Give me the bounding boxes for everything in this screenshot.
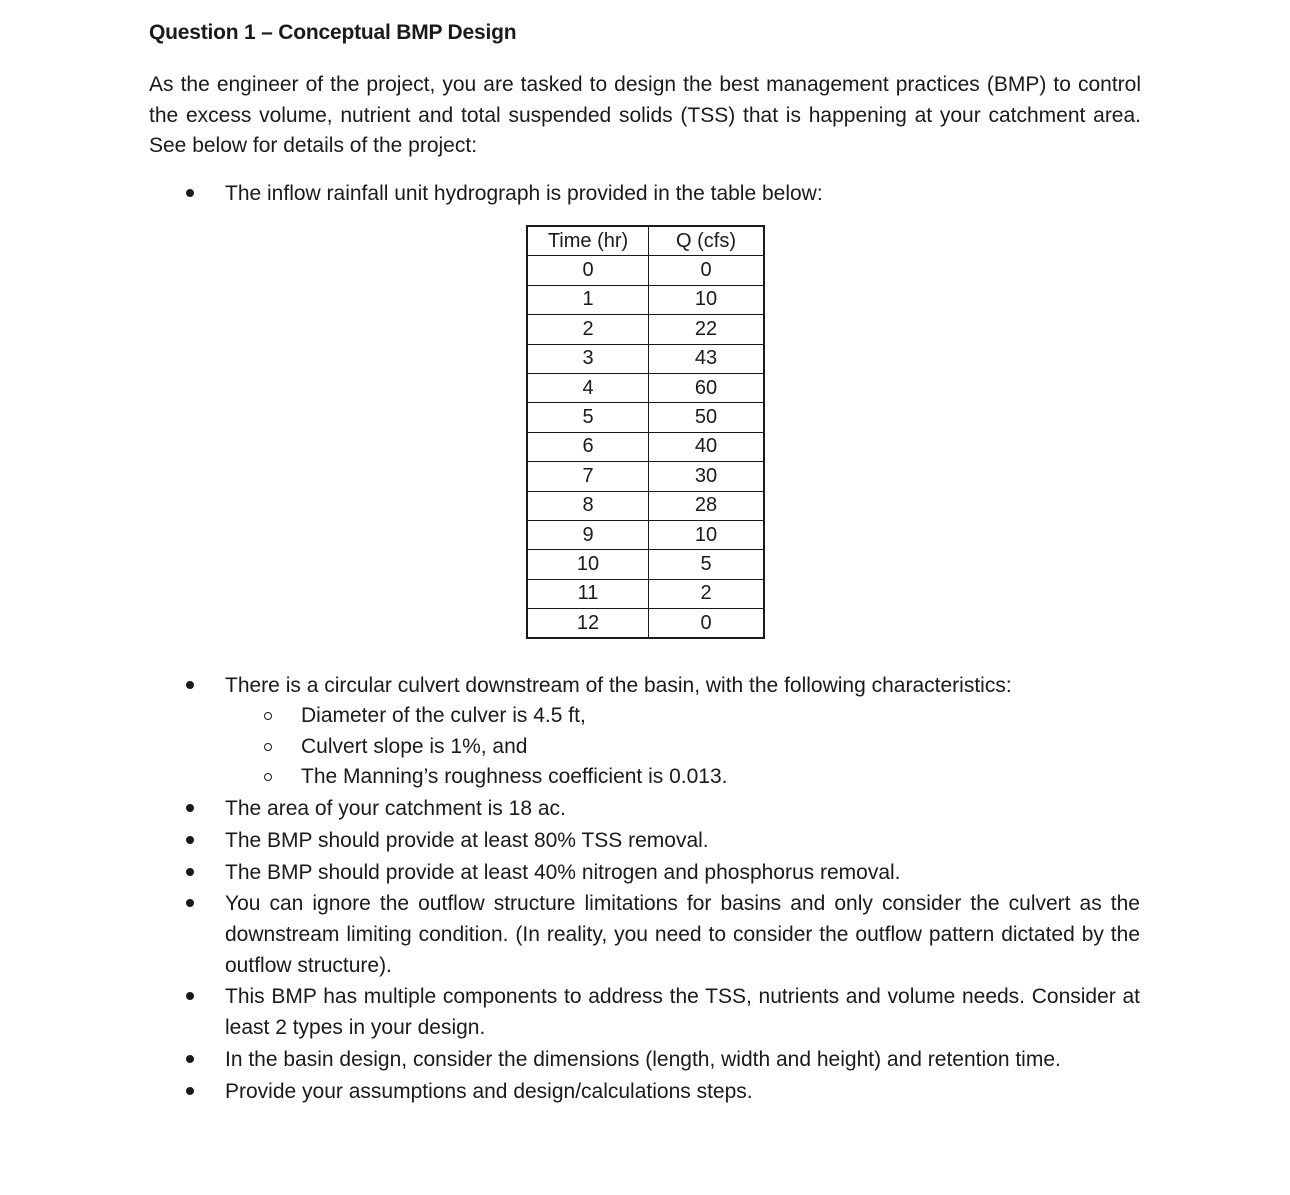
flow-cell: 10 bbox=[649, 520, 765, 549]
bullet-outflow-structure: You can ignore the outflow structure limitations for basins and only consider the culvert as the downstream limiting condition. (In reality, you need to consider the outflow pattern dictated by the outflow structure). bbox=[225, 892, 1140, 977]
column-header-time: Time (hr) bbox=[527, 226, 649, 256]
table-row bbox=[527, 432, 764, 461]
table-row bbox=[527, 579, 764, 608]
bullet-dot bbox=[186, 899, 194, 907]
table-row bbox=[527, 256, 764, 285]
intro-paragraph: As the engineer of the project, you are tasked to design the best management practices (BMP) to control the excess volume, nutrient and total suspended solids (TSS) that is happening at your catchment area. See below for details of the project: bbox=[149, 73, 1141, 157]
table-row bbox=[527, 491, 764, 520]
sub-bullet-circle bbox=[264, 773, 272, 781]
bullet-basin-dimensions: In the basin design, consider the dimensions (length, width and height) and retention time. bbox=[225, 1048, 1061, 1071]
hydrograph-table bbox=[526, 225, 765, 639]
time-cell: 8 bbox=[527, 491, 649, 520]
flow-cell: 30 bbox=[649, 462, 765, 491]
bullet-hydrograph: The inflow rainfall unit hydrograph is provided in the table below: bbox=[225, 182, 823, 205]
bullet-dot bbox=[186, 868, 194, 876]
bullet-catchment-area: The area of your catchment is 18 ac. bbox=[225, 797, 566, 820]
time-cell: 4 bbox=[527, 373, 649, 402]
bullet-dot bbox=[186, 992, 194, 1000]
bullet-dot bbox=[186, 836, 194, 844]
bullet-dot bbox=[186, 681, 194, 689]
flow-cell: 5 bbox=[649, 550, 765, 579]
column-header-flow: Q (cfs) bbox=[649, 226, 765, 256]
bullet-nutrient-removal: The BMP should provide at least 40% nitrogen and phosphorus removal. bbox=[225, 861, 901, 884]
flow-cell: 0 bbox=[649, 609, 765, 639]
culvert-diameter: Diameter of the culver is 4.5 ft, bbox=[301, 704, 586, 727]
sub-bullet-circle bbox=[264, 743, 272, 751]
time-cell: 1 bbox=[527, 285, 649, 314]
flow-cell: 28 bbox=[649, 491, 765, 520]
flow-cell: 60 bbox=[649, 373, 765, 402]
time-cell: 9 bbox=[527, 520, 649, 549]
table-row bbox=[527, 520, 764, 549]
flow-cell: 10 bbox=[649, 285, 765, 314]
table-header-row bbox=[527, 226, 764, 256]
culvert-slope: Culvert slope is 1%, and bbox=[301, 735, 528, 758]
time-cell: 12 bbox=[527, 609, 649, 639]
flow-cell: 0 bbox=[649, 256, 765, 285]
flow-cell: 50 bbox=[649, 403, 765, 432]
bullet-dot bbox=[186, 1055, 194, 1063]
culvert-manning: The Manning’s roughness coefficient is 0.013. bbox=[301, 765, 728, 788]
table-row bbox=[527, 315, 764, 344]
table-row bbox=[527, 344, 764, 373]
time-cell: 3 bbox=[527, 344, 649, 373]
bullet-assumptions: Provide your assumptions and design/calculations steps. bbox=[225, 1080, 753, 1103]
table-row bbox=[527, 373, 764, 402]
flow-cell: 22 bbox=[649, 315, 765, 344]
flow-cell: 2 bbox=[649, 579, 765, 608]
bullet-tss-removal: The BMP should provide at least 80% TSS removal. bbox=[225, 829, 709, 852]
time-cell: 2 bbox=[527, 315, 649, 344]
bullet-culvert: There is a circular culvert downstream of the basin, with the following characteristics: bbox=[225, 674, 1012, 697]
table-row bbox=[527, 285, 764, 314]
time-cell: 0 bbox=[527, 256, 649, 285]
table-row bbox=[527, 609, 764, 639]
time-cell: 7 bbox=[527, 462, 649, 491]
flow-cell: 40 bbox=[649, 432, 765, 461]
table-row bbox=[527, 403, 764, 432]
bullet-multiple-components: This BMP has multiple components to address the TSS, nutrients and volume needs. Consider at least 2 types in your design. bbox=[225, 985, 1140, 1039]
bullet-dot bbox=[186, 1087, 194, 1095]
flow-cell: 43 bbox=[649, 344, 765, 373]
time-cell: 6 bbox=[527, 432, 649, 461]
table-row bbox=[527, 550, 764, 579]
table-row bbox=[527, 462, 764, 491]
bullet-dot bbox=[186, 189, 194, 197]
bullet-dot bbox=[186, 804, 194, 812]
sub-bullet-circle bbox=[264, 712, 272, 720]
time-cell: 5 bbox=[527, 403, 649, 432]
question-title: Question 1 – Conceptual BMP Design bbox=[149, 21, 517, 44]
time-cell: 11 bbox=[527, 579, 649, 608]
time-cell: 10 bbox=[527, 550, 649, 579]
